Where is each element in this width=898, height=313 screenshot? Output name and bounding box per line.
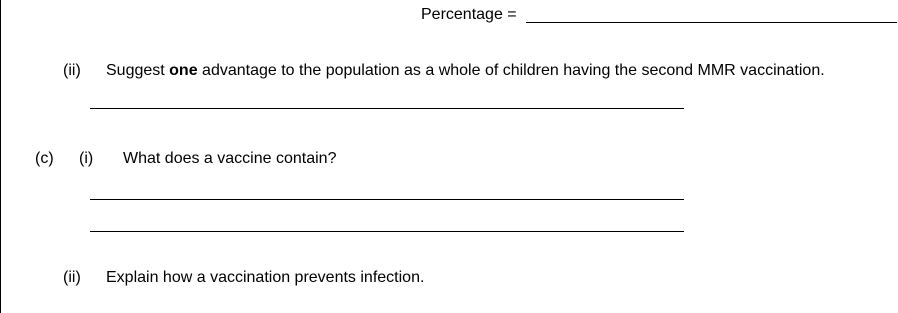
question-number-c-ii: (ii) <box>63 269 81 286</box>
percentage-label: Percentage = <box>421 6 517 23</box>
question-number-c-i: (i) <box>79 150 94 167</box>
percentage-answer-line[interactable] <box>526 22 897 23</box>
emphasis-one: one <box>169 62 198 79</box>
answer-line-b-ii[interactable] <box>90 108 684 109</box>
answer-line-c-i-2[interactable] <box>90 231 684 232</box>
question-text-c-i: What does a vaccine contain? <box>123 150 337 167</box>
question-letter-c: (c) <box>35 150 54 167</box>
page-left-border <box>0 0 1 313</box>
answer-line-c-i-1[interactable] <box>90 199 684 200</box>
question-text-b-ii: Suggest one advantage to the population as a whole of children having the second MMR vaccination. <box>106 62 825 79</box>
question-text-c-ii: Explain how a vaccination prevents infection. <box>106 269 425 286</box>
question-number-b-ii: (ii) <box>63 62 81 79</box>
